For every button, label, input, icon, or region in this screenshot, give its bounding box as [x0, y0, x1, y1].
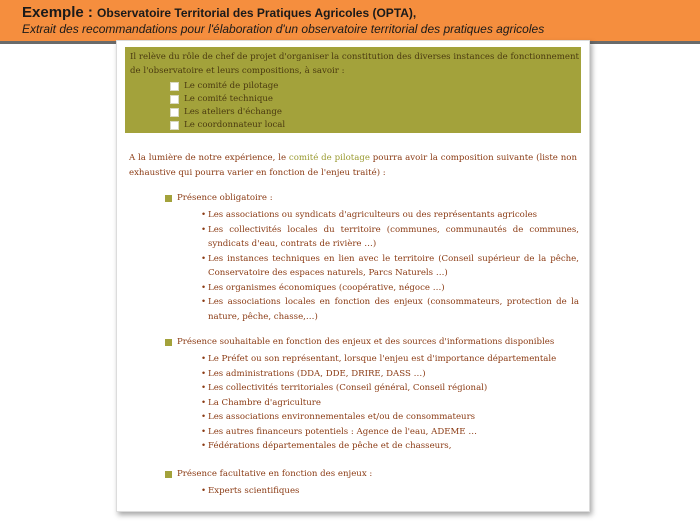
list-item: • Les administrations (DDA, DDE, DRIRE, DASS …) [201, 368, 426, 379]
optional-list [201, 484, 579, 499]
observatory-name: Observatoire Territorial des Pratiques Agricoles (OPTA), [97, 6, 417, 20]
list-item: • La Chambre d'agriculture [201, 397, 321, 408]
document-excerpt [116, 40, 590, 512]
checkbox-icon [170, 121, 179, 130]
instance-item: Le coordonnateur local [167, 119, 285, 132]
square-bullet-icon [165, 471, 172, 478]
list-item: • Les associations locales en fonction des enjeux (consommateurs, protection de la nature, pêche, chasse,…) [201, 297, 579, 322]
square-bullet-icon [165, 195, 172, 202]
list-item: • Les autres financeurs potentiels : Agence de l'eau, ADEME … [201, 426, 477, 437]
example-label: Exemple : [22, 4, 93, 21]
checkbox-icon [170, 95, 179, 104]
list-item: • Les organismes économiques (coopérative, négoce …) [201, 282, 445, 293]
square-bullet-icon [165, 339, 172, 346]
checkbox-icon [170, 82, 179, 91]
list-item: • Fédérations départementales de pêche et de chasseurs, [201, 441, 452, 451]
list-item: • Les collectivités locales du territoire (communes, communautés de communes, syndicats d'eau, contrats de rivière …) [201, 224, 579, 249]
list-item: • Les instances techniques en lien avec le territoire (Conseil supérieur de la pêche, Conservatoire des espaces naturels, Parcs Naturels …) [201, 253, 579, 278]
list-item: • Le Préfet ou son représentant, lorsque l'enjeu est d'importance départementale [201, 354, 557, 364]
checkbox-icon [170, 108, 179, 117]
instance-item: Le comité de pilotage [167, 80, 285, 93]
header-title [22, 4, 416, 21]
intro-text: Il relève du rôle de chef de projet d'organiser la constitution des diverses instances de fonctionnement de l'observatoire et leurs compositions, à savoir : [130, 52, 579, 76]
mandatory-list [201, 208, 579, 324]
list-item: • Les associations ou syndicats d'agriculteurs ou des représentants agricoles [201, 210, 538, 220]
desirable-list [201, 352, 579, 454]
header-subtitle: Extrait des recommandations pour l'élaboration d'un observatoire territorial des pratiques agricoles [22, 22, 545, 36]
composition-paragraph: A la lumière de notre expérience, le comité de pilotage pourra avoir la composition suivante (liste non exhaustive qui pourra varier en fonction de l'enjeu traité) : [129, 153, 577, 178]
section-title-mandatory: Présence obligatoire : [165, 193, 273, 203]
highlight-term: comité de pilotage [288, 153, 370, 163]
instance-item: Les ateliers d'échange [167, 106, 285, 119]
slide-header [0, 0, 700, 41]
list-item: • Experts scientifiques [201, 486, 300, 496]
instance-list [167, 80, 285, 132]
section-title-desirable: Présence souhaitable en fonction des enjeux et des sources d'informations disponibles [165, 337, 554, 347]
list-item: • Les associations environnementales et/ou de consommateurs [201, 412, 476, 422]
instance-item: Le comité technique [167, 93, 285, 106]
intro-box [125, 47, 581, 133]
section-title-optional: Présence facultative en fonction des enjeux : [165, 469, 372, 479]
list-item: • Les collectivités territoriales (Conseil général, Conseil régional) [201, 383, 488, 393]
